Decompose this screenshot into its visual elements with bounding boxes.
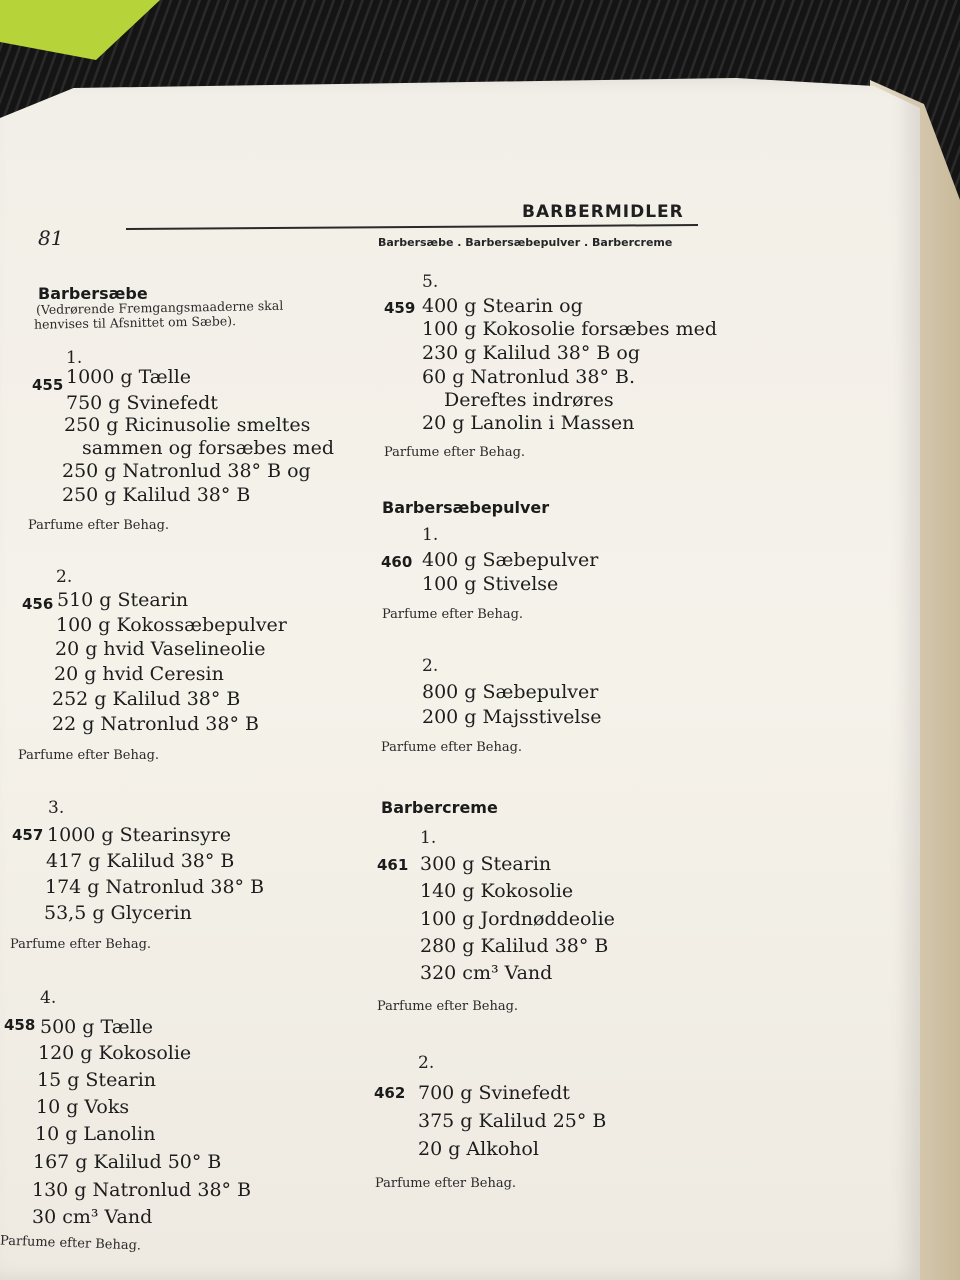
recipe-number-455: 455 — [32, 376, 64, 394]
recipe-index: 2. — [422, 656, 439, 676]
perfume-note: Parfume efter Behag. — [28, 518, 170, 533]
perfume-note: Parfume efter Behag. — [377, 999, 519, 1014]
ingredient-line: 500 g Tælle — [40, 1016, 153, 1038]
ingredient-line: 174 g Natronlud 38° B — [45, 876, 265, 898]
section-heading-barbersaebepulver: Barbersæbepulver — [382, 498, 550, 517]
recipe-number-457: 457 — [12, 826, 44, 844]
ingredient-line: 60 g Natronlud 38° B. — [422, 366, 635, 388]
ingredient-line: 417 g Kalilud 38° B — [46, 850, 235, 872]
perfume-note: Parfume efter Behag. — [381, 740, 523, 755]
recipe-index: 1. — [420, 828, 437, 848]
ingredient-line: 800 g Sæbepulver — [422, 681, 599, 703]
perfume-note: Parfume efter Behag. — [0, 1233, 142, 1254]
recipe-number-459: 459 — [384, 299, 416, 317]
perfume-note: Parfume efter Behag. — [10, 937, 152, 952]
ingredient-line: 252 g Kalilud 38° B — [52, 688, 241, 710]
ingredient-line: 120 g Kokosolie — [38, 1042, 192, 1064]
ingredient-line: 250 g Ricinusolie smeltes — [64, 414, 311, 436]
ingredient-line: 167 g Kalilud 50° B — [33, 1151, 222, 1173]
ingredient-line: 15 g Stearin — [37, 1069, 157, 1091]
ingredient-line: 250 g Natronlud 38° B og — [62, 460, 311, 482]
ingredient-line: 510 g Stearin — [57, 589, 189, 611]
recipe-index: 4. — [40, 988, 57, 1008]
ingredient-line: sammen og forsæbes med — [82, 437, 335, 459]
ingredient-line: 1000 g Tælle — [66, 366, 192, 388]
perfume-note: Parfume efter Behag. — [18, 748, 160, 763]
recipe-number-461: 461 — [377, 856, 409, 874]
ingredient-line: 130 g Natronlud 38° B — [32, 1179, 252, 1201]
ingredient-line: 22 g Natronlud 38° B — [52, 713, 259, 735]
ingredient-line: 750 g Svinefedt — [66, 392, 218, 414]
ingredient-line: 100 g Kokosolie forsæbes med — [422, 318, 717, 340]
ingredient-line: 700 g Svinefedt — [418, 1082, 570, 1104]
perfume-note: Parfume efter Behag. — [375, 1176, 517, 1191]
ingredient-line: 250 g Kalilud 38° B — [62, 484, 251, 506]
section-note-line2: henvises til Afsnittet om Sæbe). — [33, 313, 237, 332]
ingredient-line: 400 g Stearin og — [422, 295, 583, 317]
recipe-number-460: 460 — [381, 553, 413, 571]
ingredient-line: 20 g Alkohol — [418, 1138, 539, 1160]
recipe-number-458: 458 — [4, 1016, 36, 1034]
recipe-index: 2. — [56, 567, 73, 587]
ingredient-line: 200 g Majsstivelse — [422, 706, 602, 728]
recipe-index: 1. — [66, 348, 83, 368]
section-note-line1: (Vedrørende Fremgangsmaaderne skal — [35, 297, 284, 318]
ingredient-line: 30 cm³ Vand — [32, 1206, 153, 1228]
perfume-note: Parfume efter Behag. — [382, 607, 524, 622]
recipe-number-456: 456 — [22, 595, 54, 613]
recipe-number-462: 462 — [374, 1084, 406, 1102]
ingredient-line: 375 g Kalilud 25° B — [418, 1110, 607, 1132]
ingredient-line: 10 g Voks — [36, 1096, 130, 1118]
ingredient-line: 140 g Kokosolie — [420, 880, 574, 902]
ingredient-line: 20 g Lanolin i Massen — [422, 412, 635, 434]
running-header-subtitle: Barbersæbe . Barbersæbepulver . Barbercreme — [378, 236, 673, 249]
running-header-title: BARBERMIDLER — [522, 202, 684, 222]
ingredient-line: 100 g Stivelse — [422, 573, 559, 595]
perfume-note: Parfume efter Behag. — [384, 445, 526, 460]
ingredient-line: 320 cm³ Vand — [420, 962, 553, 984]
ingredient-line: 300 g Stearin — [420, 853, 552, 875]
recipe-index: 2. — [418, 1053, 435, 1073]
recipe-index: 5. — [422, 272, 439, 292]
ingredient-line: 1000 g Stearinsyre — [47, 824, 232, 846]
ingredient-line: 400 g Sæbepulver — [422, 549, 599, 571]
recipe-index: 3. — [48, 798, 65, 818]
ingredient-line: 100 g Jordnøddeolie — [420, 908, 615, 930]
ingredient-line: 280 g Kalilud 38° B — [420, 935, 609, 957]
section-heading-barbercreme: Barbercreme — [381, 798, 498, 817]
ingredient-line: Dereftes indrøres — [444, 389, 614, 411]
ingredient-line: 230 g Kalilud 38° B og — [422, 342, 641, 364]
ingredient-line: 10 g Lanolin — [35, 1123, 156, 1145]
ingredient-line: 100 g Kokossæbepulver — [56, 614, 287, 636]
section-heading-barbersaebe: Barbersæbe — [38, 284, 148, 303]
recipe-index: 1. — [422, 525, 439, 545]
ingredient-line: 20 g hvid Vaselineolie — [55, 638, 266, 660]
ingredient-line: 53,5 g Glycerin — [44, 902, 192, 924]
page-number: 81 — [38, 226, 64, 250]
ingredient-line: 20 g hvid Ceresin — [54, 663, 224, 685]
